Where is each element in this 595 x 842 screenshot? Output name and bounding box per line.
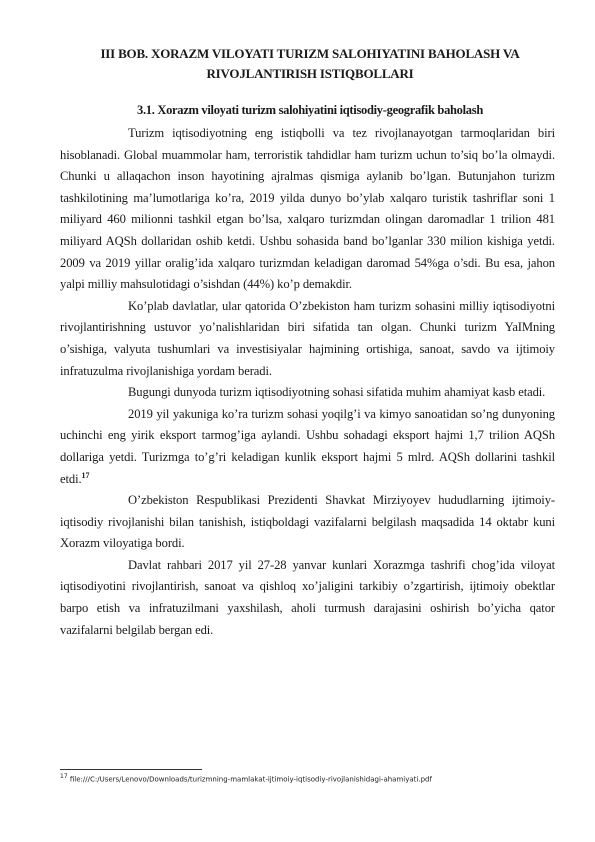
paragraph: Davlat rahbari 2017 yil 27-28 yanvar kunlari Xorazmga tashrifi chog’ida viloyat iqtisodiyotini rivojlantirish, sanoat va qishloq xo’jaligini tarkibiy o’zgartirish, ijtimoiy obektlar barpo etish va infratuzilmani yaxshilash, aholi turmush darajasini oshirish bo’yicha qator vazifalarni belgilab bergan edi. [60,557,555,637]
footnote-link[interactable]: file:///C:/Users/Lenovo/Downloads/turizmning-mamlakat-ijtimoiy-iqtisodiy-rivojlanishidagi-ahamiyati.pdf [69,775,432,784]
paragraph: Ko’plab davlatlar, ular qatorida O’zbekiston ham turizm sohasini milliy iqtisodiyotni rivojlantirishning ustuvor yo’nalishlaridan biri sifatida tan olgan. Chunki turizm YaIMning o’sishiga, valyuta tushumlari va investisiyalar hajmining ortishiga, sanoat, savdo va ijtimoiy infratuzulma rivojlanishiga yordam beradi. [60,298,555,378]
paragraph-text: 2019 yil yakuniga ko’ra turizm sohasi yoqilg’i va kimyo sanoatidan so’ng dunyoning uchinchi eng yirik eksport tarmog’iga aylandi. Ushbu sohadagi eksport hajmi 1,7 trilion AQSh dollariga yetdi. Turizmga to’g’ri keladigan kunlik eksport hajmi 5 mlrd. AQSh dollarini tashkil etdi. [60,406,555,486]
footnote-divider [60,769,202,770]
paragraph: Turizm iqtisodiyotning eng istiqbolli va tez rivojlanayotgan tarmoqlaridan biri hisoblanadi. Global muammolar ham, terroristik tahdidlar ham turizm uchun to’siq bo’la olmaydi. Chunki u allaqachon inson hayotining ajralmas qismiga aylanib bo’lgan. Butunjahon turizm tashkilotining ma’lumotlariga ko’ra, 2019 yilda dunyo bo’ylab xalqaro turistik tashriflar soni 1 miliyard 460 milionni tashkil etgan bo’lsa, xalqaro turizmdan olingan daromadlar 1 trilion 481 miliyard AQSh dollaridan oshib ketdi. Ushbu sohasida band bo’lganlar 330 milion kishiga yetdi. 2009 va 2019 yillar oralig’ida xalqaro turizmdan keladigan daromad 54%ga o’sdi. Bu esa, jahon yalpi milliy mahsulotidagi o’sishdan (44%) ko’p demakdir. [60,126,555,292]
paragraph: Bugungi dunyoda turizm iqtisodiyotning sohasi sifatida muhim ahamiyat kasb etadi. [128,385,546,400]
paragraph: O’zbekiston Respublikasi Prezidenti Shavkat Mirziyoyev hududlarning ijtimoiy-iqtisodiy rivojlanishi bilan tanishish, istiqboldagi vazifalarni belgilash maqsadida 14 oktabr kuni Xorazm viloyatiga bordi. [60,493,555,551]
section-title: 3.1. Xorazm viloyati turizm salohiyatini iqtisodiy-geografik baholash [137,103,483,117]
chapter-title: III BOB. XORAZM VILOYATI TURIZM SALOHIYATINI BAHOLASH VA RIVOJLANTIRISH ISTIQBOLLARI [100,46,520,81]
footnote [60,772,560,784]
body-text [60,123,555,641]
footnote-reference[interactable]: 17 [81,470,90,480]
footnote-number: 17 [60,773,68,780]
paragraph [60,404,555,490]
